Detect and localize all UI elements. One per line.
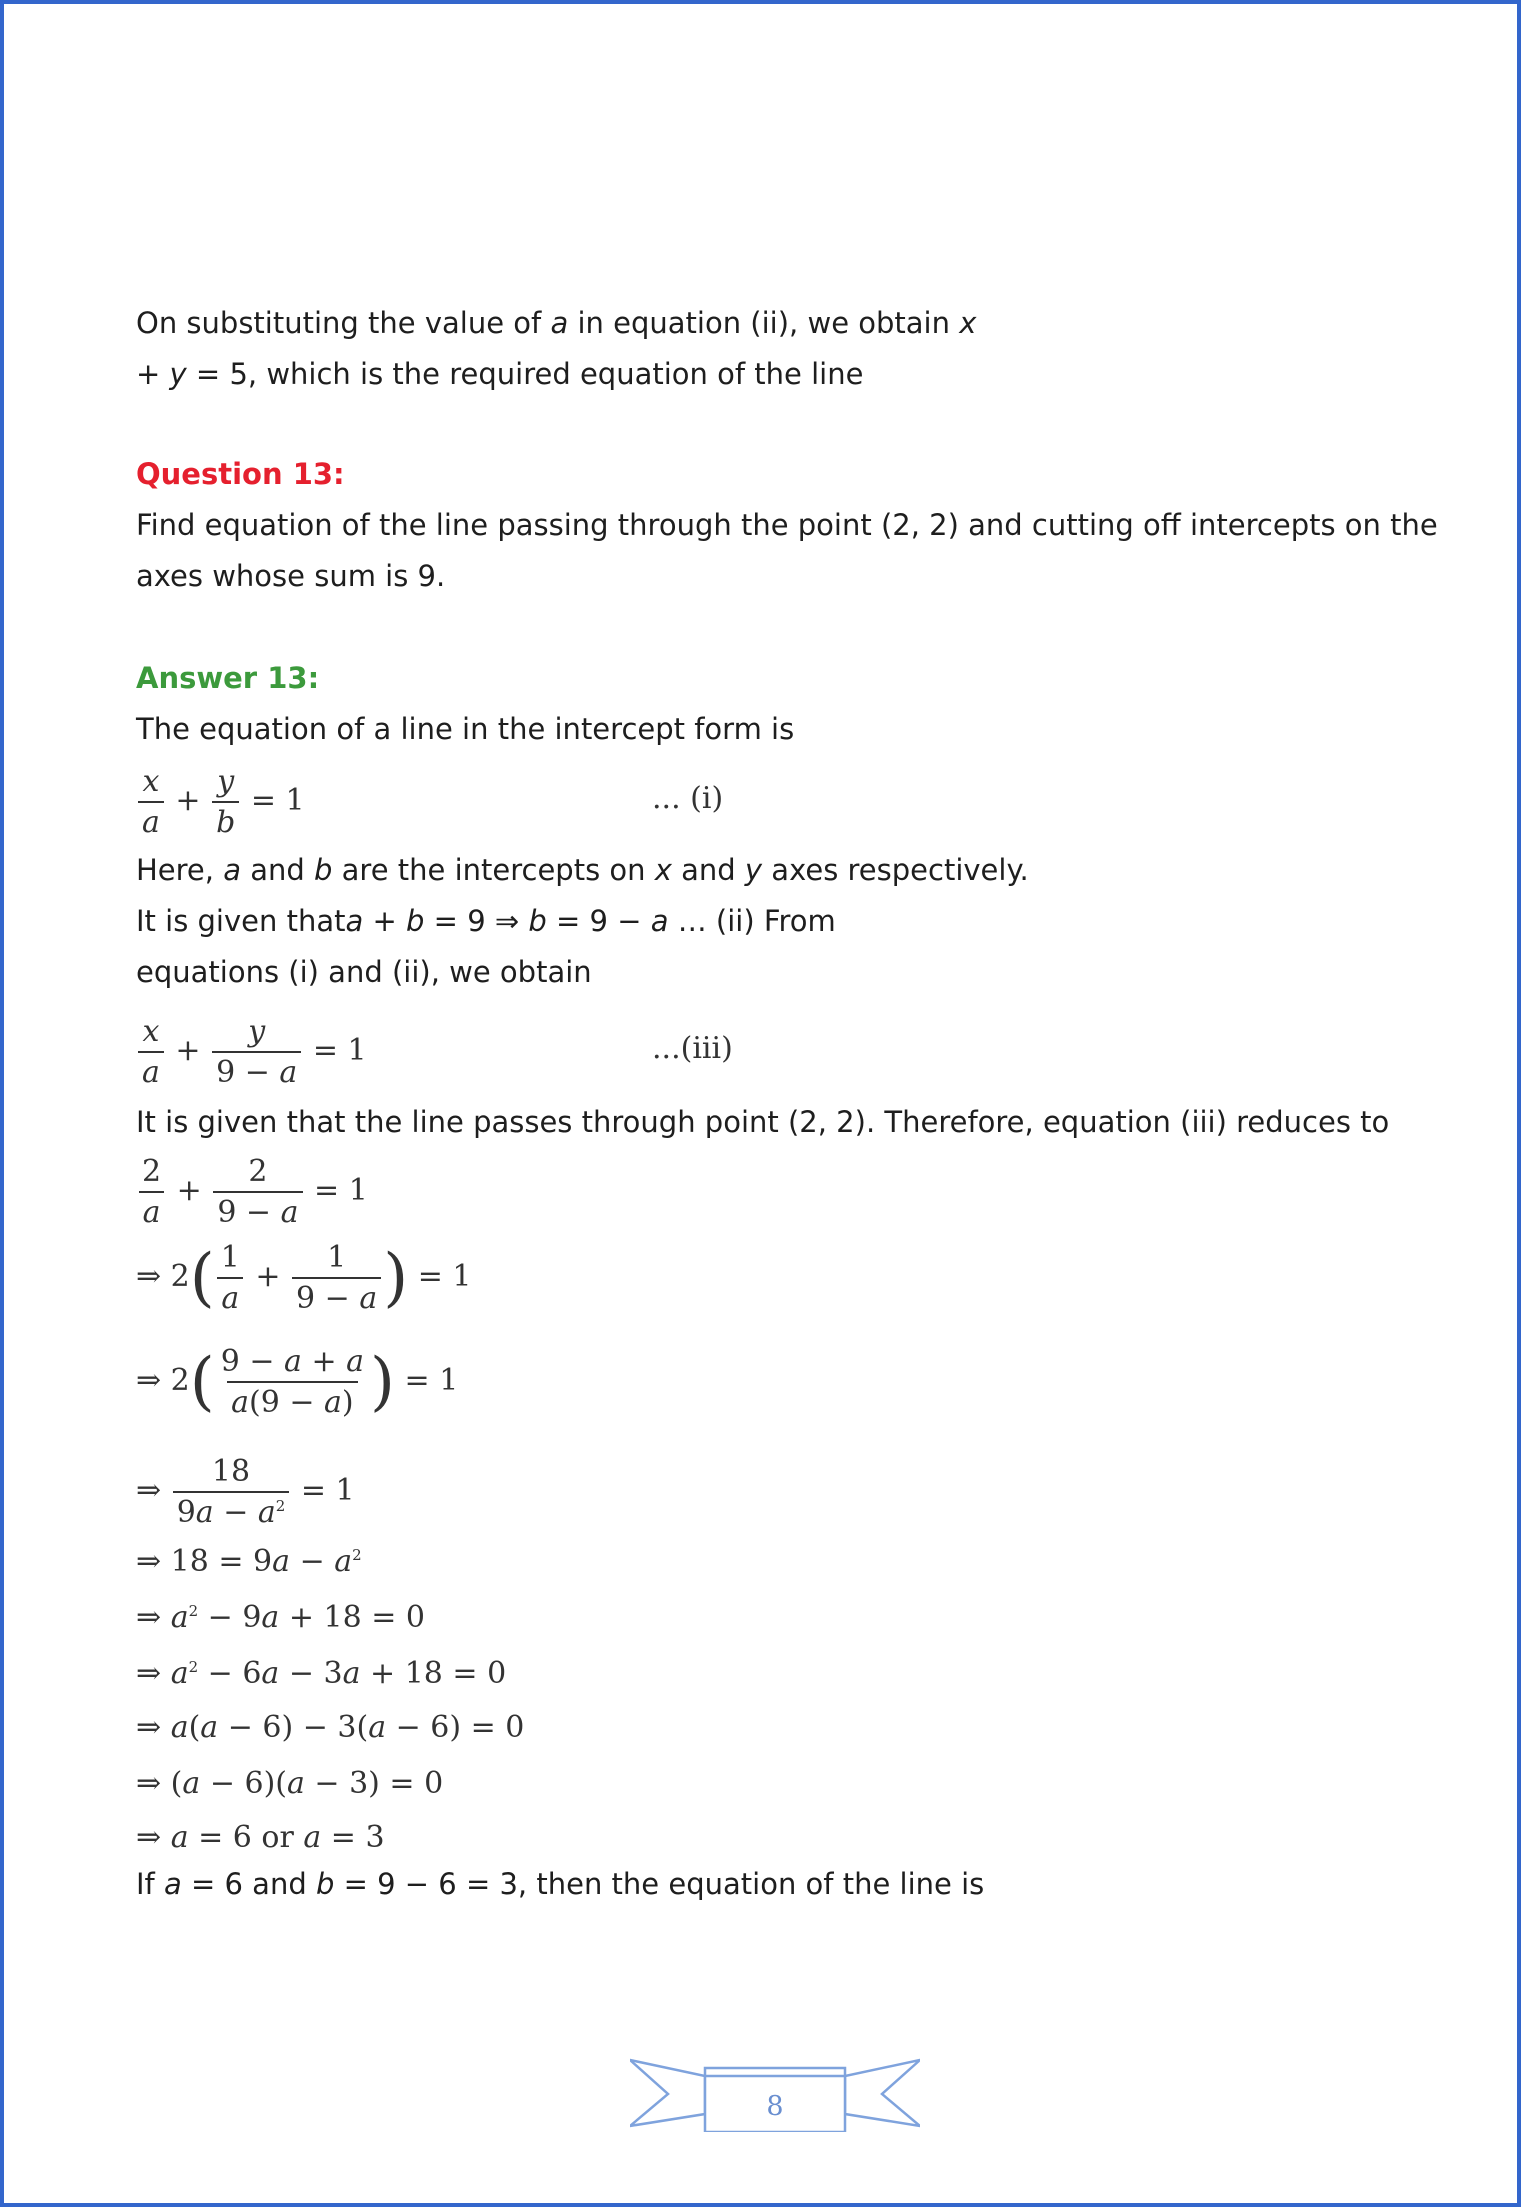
derivation-step-8: ⇒ a(a − 6) − 3(a − 6) = 0 [136,1710,525,1745]
question-line-2: axes whose sum is 9. [136,559,446,593]
question-heading: Question 13: [136,457,345,491]
question-line-1: Find equation of the line passing through the point (2, 2) and cutting off intercepts on the [136,508,1438,542]
intro-line-1: On substituting the value of a in equation (ii), we obtain x [136,306,977,340]
page-number: 8 [766,2091,784,2122]
answer-paragraph-2: Here, a and b are the intercepts on x and y axes respectively. [136,853,1029,887]
derivation-step-9: ⇒ (a − 6)(a − 3) = 0 [136,1766,444,1801]
derivation-step-7: ⇒ $a^2 - 6a - 3a + 18 = 0$ [136,1656,507,1691]
answer-heading: Answer 13: [136,661,320,695]
answer-paragraph-5: It is given that the line passes through point (2, 2). Therefore, equation (iii) reduces to [136,1105,1390,1139]
equation-iii-tag: ...(iii) [652,1031,733,1066]
equation-iii: $\frac{x}{a}$ + $\frac{y}{9 - a}$ = 1 [136,1014,367,1090]
derivation-step-1: $\frac{2}{a}$ + $\frac{2}{9 - a}$ = 1 [136,1154,368,1230]
derivation-step-2: ⇒ 2( $\frac{1}{a}$ + $\frac{1}{9 - a}$ ) = 1 [136,1240,472,1316]
answer-paragraph-1: The equation of a line in the intercept form is [136,712,795,746]
derivation-step-6: ⇒ $a^2 - 9a + 18 = 0$ [136,1600,425,1635]
answer-paragraph-6: If a = 6 and b = 9 − 6 = 3, then the equation of the line is [136,1867,985,1901]
derivation-step-5: ⇒ $18 = 9a - a^2$ [136,1544,362,1579]
answer-paragraph-4: equations (i) and (ii), we obtain [136,955,592,989]
derivation-step-10: ⇒ a = 6 or a = 3 [136,1820,385,1855]
equation-i-tag: ... (i) [652,781,724,816]
intro-line-2: + y = 5, which is the required equation of the line [136,357,864,391]
answer-paragraph-3: It is given thata + b = 9 ⇒ b = 9 − a … (ii) From [136,904,836,938]
derivation-step-3: ⇒ 2( $\frac{9 - a + a}{a(9 - a)}$ ) = 1 [136,1344,459,1420]
derivation-step-4: ⇒ $\frac{18}{9a - a^2}$ = 1 [136,1454,355,1530]
equation-i: $\frac{x}{a}$ + $\frac{y}{b}$ = 1 [136,764,305,840]
